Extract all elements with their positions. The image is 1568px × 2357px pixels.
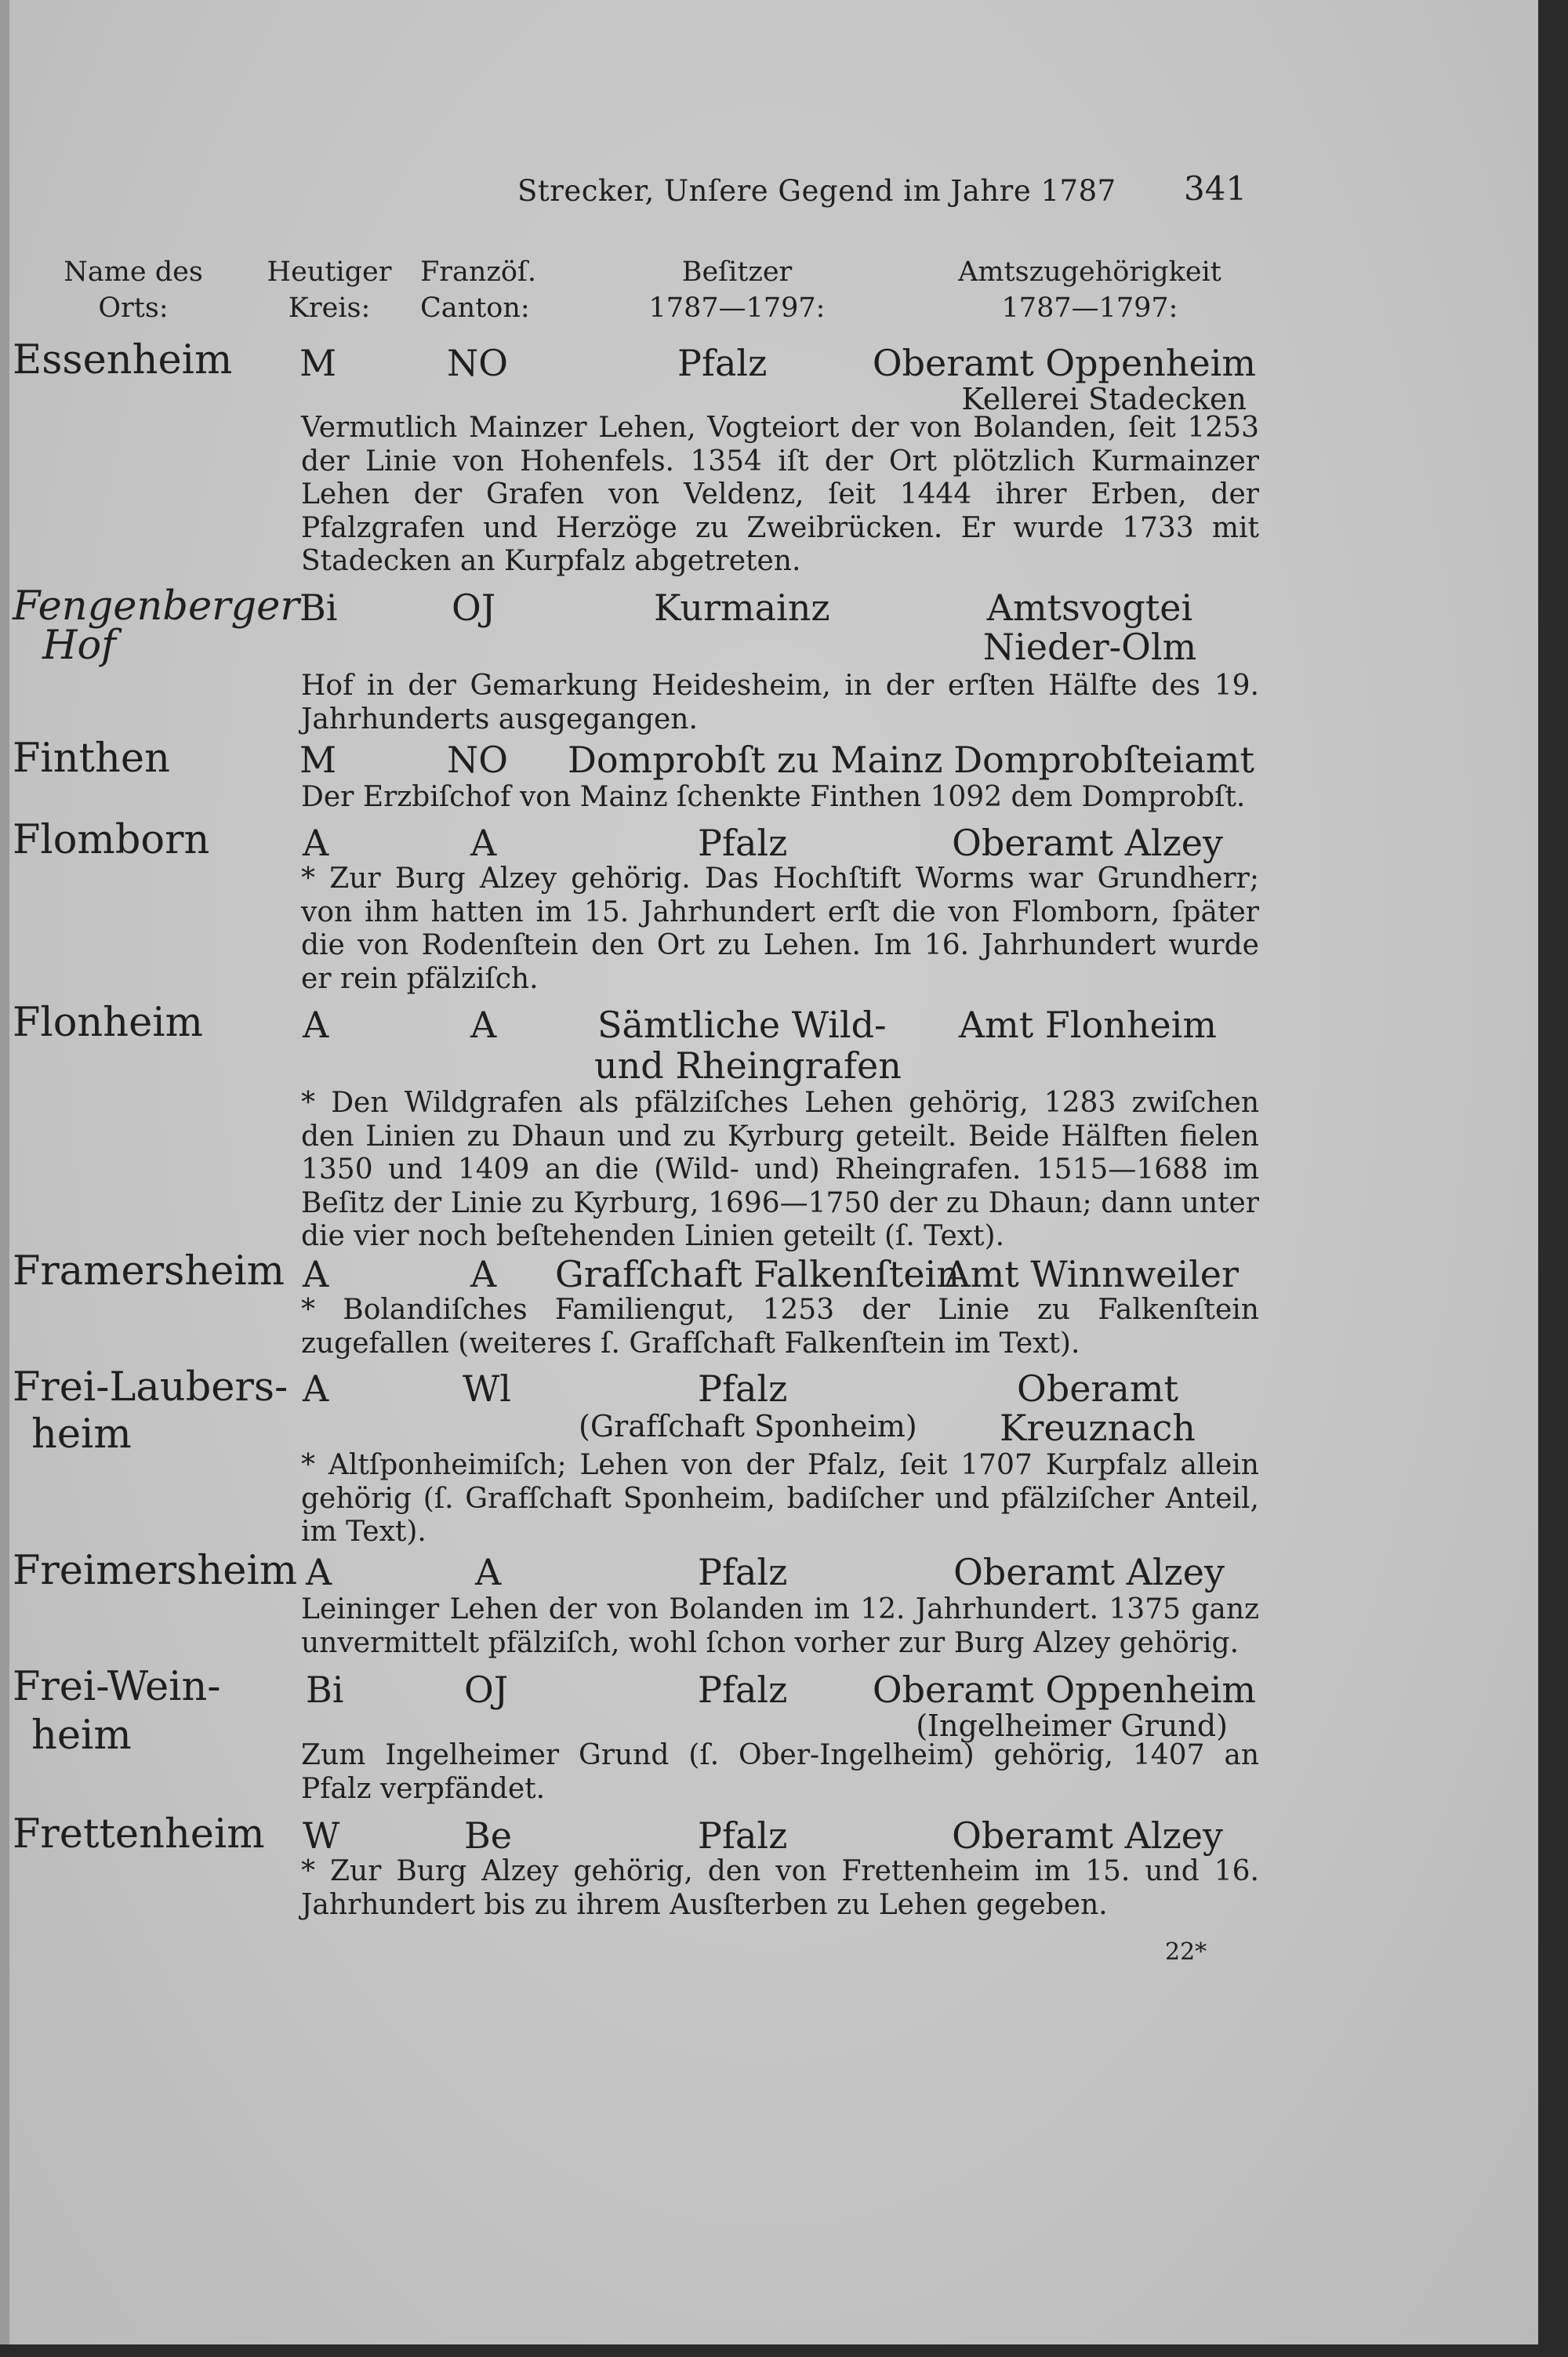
kreis-value: M [299,342,337,384]
besitzer-value: Pfalz [677,342,768,384]
besitzer-value: Pfalz [698,1551,788,1593]
page-number: 341 [1184,169,1247,208]
entry-note: Hof in der Gemarkung Heidesheim, in der erſten Hälfte des 19. Jahrhunderts ausgegangen. [301,670,1259,735]
besitzer-subvalue: (Grafſchaft Sponheim) [579,1409,917,1444]
place-name: Frei-Wein- [13,1664,221,1710]
amt-value: Oberamt Alzey [952,1814,1223,1857]
canton-value: NO [447,739,508,781]
entry-note: * Bolandiſches Familiengut, 1253 der Linie zu Falkenſtein zugefallen (weiteres ſ. Grafſchaft Falkenſtein im Text). [301,1294,1259,1360]
place-name: Finthen [13,735,170,782]
amt-value: Oberamt Oppenheim [872,1669,1256,1711]
besitzer-value: Pfalz [698,1367,788,1410]
besitzer-value: Domprobſt zu Mainz [568,739,943,781]
canton-value: A [470,822,497,864]
entry-note: Vermutlich Mainzer Lehen, Vogteiort der von Bolanden, ſeit 1253 der Linie von Hohenfels. 1354 iſt der Ort plötzlich Kurmainzer Lehen der Grafen von Veldenz, ſeit 1444 ihrer Erben, der Pfalzgrafen und Herzöge zu Zweibrücken. Er wurde 1733 mit Stadecken an Kurpfalz abgetreten. [301,412,1259,577]
amt-value: Oberamt Alzey [952,822,1223,864]
besitzer-value: Pfalz [698,1814,788,1857]
entry-note: * Zur Burg Alzey gehörig, den von Frettenheim im 15. und 16. Jahrhundert bis zu ihrem Ausſterben zu Lehen gegeben. [301,1855,1259,1921]
column-header-name: Name des Orts: [64,256,203,324]
place-name: Essenheim [13,337,233,383]
place-name: Framersheim [13,1248,285,1295]
canton-value: OJ [464,1669,509,1711]
signature-mark: 22* [1165,1938,1207,1966]
amt-value: Oberamt [1017,1367,1178,1410]
place-name: Freimersheim [13,1548,298,1594]
canton-value: NO [447,342,508,384]
place-name: Flomborn [13,817,210,863]
amt-value: Oberamt Alzey [953,1551,1225,1593]
besitzer-value: Grafſchaft Falkenſtein [555,1253,960,1295]
besitzer-value: Kurmainz [654,587,830,629]
canton-value: A [470,1253,497,1295]
besitzer-value: Pfalz [698,1669,788,1711]
amt-value: Amt Flonheim [958,1004,1217,1046]
entry-note: Der Erzbiſchof von Mainz ſchenkte Finthen 1092 dem Domprobſt. [301,781,1246,813]
kreis-value: A [303,1367,329,1410]
besitzer-subvalue: und Rheingrafen [594,1044,902,1087]
amt-value: Amt Winnweiler [944,1253,1239,1295]
amt-subvalue: Nieder-Olm [982,626,1197,668]
entry-note: * Altſponheimiſch; Lehen von der Pfalz, ſeit 1707 Kurpfalz allein gehörig (ſ. Grafſchaft Sponheim, badiſcher und pfälziſcher Anteil, im Text). [301,1449,1259,1548]
kreis-value: A [303,1253,329,1295]
entry-note: * Den Wildgrafen als pfälziſches Lehen gehörig, 1283 zwiſchen den Linien zu Dhaun und zu Kyrburg geteilt. Beide Hälften fielen 1350 und 1409 an die (Wild- und) Rheingrafen. 1515—1688 im Beſitz der Linie zu Kyrburg, 1696—1750 der zu Dhaun; dann unter die vier noch beſtehenden Linien geteilt (ſ. Text). [301,1087,1259,1252]
amt-subvalue: Kreuznach [1000,1407,1196,1449]
entry-note: * Zur Burg Alzey gehörig. Das Hochſtift Worms war Grundherr; von ihm hatten im 15. Jahrhundert erſt die von Flomborn, ſpäter die von Rodenſtein den Ort zu Lehen. Im 16. Jahrhundert wurde er rein pfälziſch. [301,863,1259,995]
column-header-kreis: Heutiger Kreis: [267,256,392,324]
running-title: Strecker, Unſere Gegend im Jahre 1787 [517,174,1116,208]
kreis-value: A [303,822,329,864]
canton-value: Wl [463,1367,511,1410]
besitzer-value: Sämtliche Wild- [597,1004,887,1046]
place-name: Frettenheim [13,1811,265,1858]
kreis-value: A [306,1551,332,1593]
column-header-besitzer: Beſitzer 1787—1797: [648,256,826,324]
kreis-value: M [299,739,337,781]
place-name-continued: heim [31,1411,132,1458]
canton-value: A [470,1004,497,1046]
place-name: Fengenberger [13,583,299,630]
place-name: Frei-Laubers- [13,1364,289,1411]
kreis-value: A [303,1004,329,1046]
besitzer-value: Pfalz [698,822,788,864]
canton-value: Be [464,1814,513,1857]
place-name-continued: heim [31,1712,132,1759]
kreis-value: Bi [299,587,338,629]
page-edge [0,0,9,2344]
amt-subvalue: (Ingelheimer Grund) [916,1709,1228,1743]
amt-value: Amtsvogtei [986,587,1193,629]
kreis-value: Bi [306,1669,344,1711]
place-name: Flonheim [13,1000,203,1046]
entry-note: Zum Ingelheimer Grund (ſ. Ober-Ingelheim) gehörig, 1407 an Pfalz verpfändet. [301,1739,1259,1805]
canton-value: A [475,1551,502,1593]
amt-value: Oberamt Oppenheim [872,342,1256,384]
amt-value: Domprobſteiamt [953,739,1254,781]
place-name-continued: Hof [42,623,117,669]
column-header-amt: Amtszugehörigkeit 1787—1797: [958,256,1221,324]
amt-subvalue: Kellerei Stadecken [961,382,1247,416]
canton-value: OJ [452,587,496,629]
entry-note: Leininger Lehen der von Bolanden im 12. Jahrhundert. 1375 ganz unvermittelt pfälziſch, wohl ſchon vorher zur Burg Alzey gehörig. [301,1593,1259,1659]
kreis-value: W [303,1814,340,1857]
column-header-canton: Franzöſ. Canton: [420,256,537,324]
